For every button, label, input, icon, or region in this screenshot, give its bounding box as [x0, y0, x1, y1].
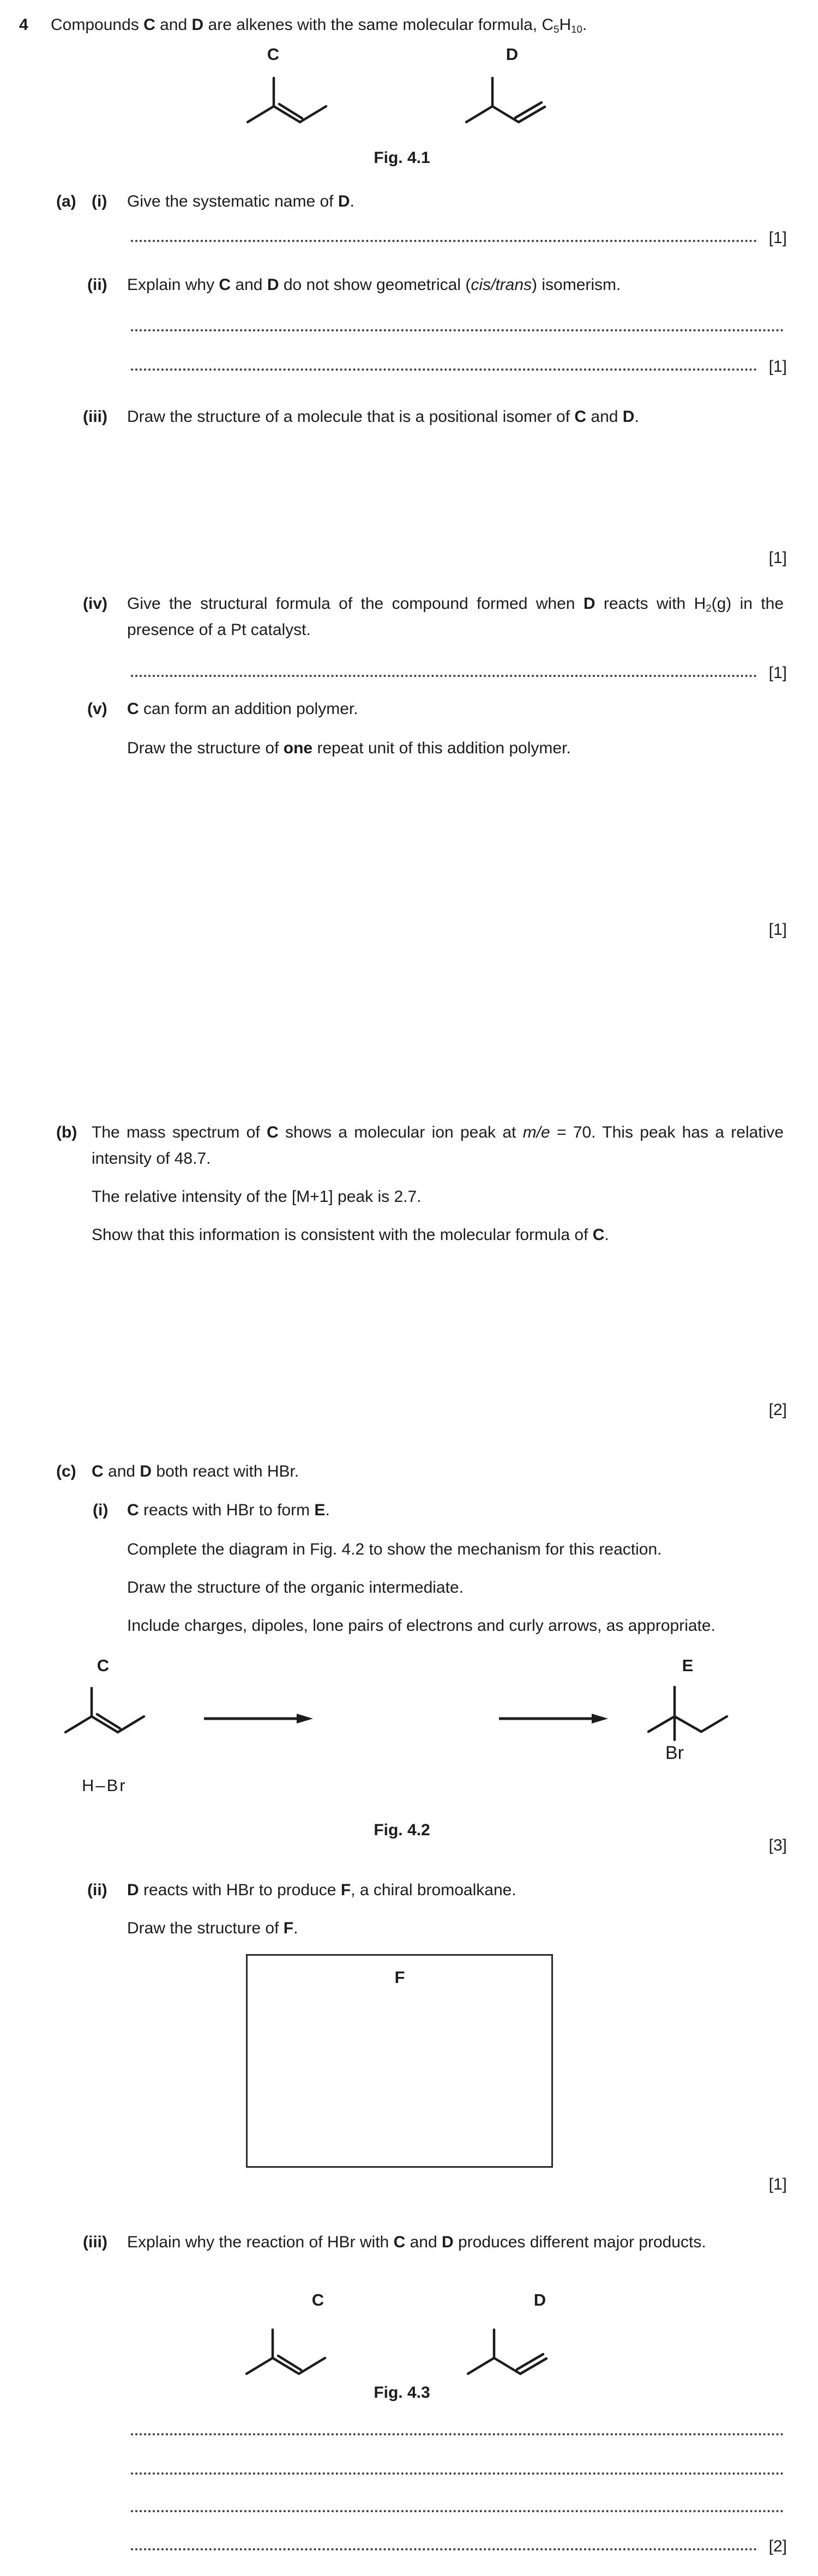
question-number: 4: [19, 16, 28, 34]
part-a-iv-label: (iv): [83, 595, 107, 613]
single-bond: [675, 1716, 701, 1732]
reaction-arrow-icon: [499, 1713, 608, 1724]
answer-line[interactable]: [131, 240, 757, 242]
single-bond: [494, 2358, 520, 2374]
mark-a-i: [1]: [768, 229, 787, 247]
methyl-bond: [246, 2358, 273, 2374]
mark-c-ii: [1]: [768, 2175, 787, 2193]
fig43-compound-d-label: D: [533, 2290, 546, 2309]
part-c-label: (c): [56, 1462, 76, 1480]
part-a-v-question: Draw the structure of one repeat unit of this addition polymer.: [127, 739, 571, 757]
fig41-caption: Fig. 4.1: [374, 149, 430, 167]
methyl-bond: [65, 1716, 92, 1732]
question-intro: Compounds C and D are alkenes with the same molecular formula, $C_5H_{10}$.: [51, 16, 587, 35]
answer-line[interactable]: [131, 675, 757, 677]
compound-e-skeletal-structure: [647, 1686, 729, 1765]
answer-line[interactable]: [131, 2548, 757, 2550]
single-bond: [118, 1716, 144, 1732]
part-c-iii-label: (iii): [83, 2233, 107, 2251]
fig42-compound-c-skeletal-structure: [64, 1687, 146, 1737]
drawing-area[interactable]: [127, 763, 754, 910]
part-a-i-question: Give the systematic name of D.: [127, 192, 354, 210]
compound-d-skeletal-structure: [465, 77, 547, 127]
fig41-compound-d-label: D: [506, 45, 519, 64]
part-c-ii-label: (ii): [87, 1881, 107, 1899]
part-a-iv-question-line2: presence of a Pt catalyst.: [127, 621, 311, 639]
part-a-i-label: (i): [92, 192, 107, 210]
part-c-i-line4: Include charges, dipoles, lone pairs of electrons and curly arrows, as appropriate.: [127, 1617, 715, 1635]
part-a-v-label: (v): [87, 700, 107, 718]
mark-c-iii: [2]: [768, 2537, 787, 2555]
part-c-i-line2: Complete the diagram in Fig. 4.2 to show the mechanism for this reaction.: [127, 1540, 662, 1558]
hbr-reagent-label: H–Br: [82, 1776, 127, 1795]
bromine-atom-label: Br: [665, 1743, 684, 1763]
fig43-compound-c-skeletal-structure: [245, 2329, 327, 2379]
part-a-v-statement: C can form an addition polymer.: [127, 700, 358, 718]
fig43-caption: Fig. 4.3: [374, 2384, 430, 2402]
fig42-compound-c-label: C: [97, 1656, 110, 1675]
part-a-ii-label: (ii): [87, 276, 107, 294]
compound-c-skeletal-structure: [246, 77, 328, 127]
part-a-ii-question: Explain why C and D do not show geometrical (cis/trans) isomerism.: [127, 276, 621, 294]
part-c-i-line1: C reacts with HBr to form E.: [127, 1501, 330, 1519]
part-c-ii-line2: Draw the structure of F.: [127, 1919, 298, 1937]
drawing-area[interactable]: [127, 436, 754, 540]
part-c-i-label: (i): [93, 1501, 109, 1519]
methyl-bond: [248, 106, 274, 122]
part-b-line3: The relative intensity of the [M+1] peak is 2.7.: [92, 1188, 422, 1206]
mark-c-i: [3]: [768, 1836, 787, 1854]
fig43-compound-c-label: C: [311, 2290, 324, 2309]
answer-line[interactable]: [131, 329, 784, 331]
part-a-iii-question: Draw the structure of a molecule that is a positional isomer of C and D.: [127, 408, 639, 426]
part-b-line1: The mass spectrum of C shows a molecular ion peak at m/e = 70. This peak has a relative: [92, 1123, 784, 1141]
part-b-label: (b): [56, 1123, 77, 1141]
methyl-bond: [466, 106, 492, 122]
part-c-i-line3: Draw the structure of the organic intermediate.: [127, 1579, 464, 1597]
part-c-intro: C and D both react with HBr.: [92, 1462, 299, 1480]
methyl-bond: [648, 1716, 675, 1732]
single-bond: [300, 106, 326, 122]
compound-f-label: F: [394, 1968, 405, 1987]
mark-a-ii: [1]: [768, 358, 787, 376]
reaction-arrow-icon: [204, 1713, 313, 1724]
mark-a-iii: [1]: [768, 549, 787, 567]
working-area[interactable]: [92, 1254, 754, 1390]
answer-line[interactable]: [131, 368, 757, 371]
part-c-iii-question: Explain why the reaction of HBr with C and D produces different major products.: [127, 2233, 706, 2251]
answer-line[interactable]: [131, 2433, 784, 2435]
fig43-compound-d-skeletal-structure: [467, 2329, 549, 2379]
mechanism-drawing-area[interactable]: [127, 1733, 454, 1810]
fig41-compound-c-label: C: [267, 45, 280, 64]
part-a-label: (a): [56, 192, 76, 210]
part-b-line2: intensity of 48.7.: [92, 1150, 211, 1168]
part-c-ii-line1: D reacts with HBr to produce F, a chiral bromoalkane.: [127, 1881, 516, 1899]
single-bond: [492, 106, 519, 122]
part-a-iii-label: (iii): [83, 408, 107, 426]
methyl-bond: [468, 2358, 494, 2374]
part-b-line4: Show that this information is consistent with the molecular formula of C.: [92, 1226, 609, 1244]
answer-line[interactable]: [131, 2510, 784, 2512]
part-a-iv-question-line1: Give the structural formula of the compound formed when D reacts with $H_2(g)$ in the: [127, 595, 784, 614]
answer-line[interactable]: [131, 2472, 784, 2475]
fig42-caption: Fig. 4.2: [374, 1821, 430, 1839]
fig42-compound-e-label: E: [682, 1656, 694, 1675]
mark-b: [2]: [768, 1401, 787, 1419]
mark-a-iv: [1]: [768, 664, 787, 682]
mark-a-v: [1]: [768, 921, 787, 939]
single-bond: [299, 2358, 325, 2374]
single-bond: [701, 1716, 727, 1732]
